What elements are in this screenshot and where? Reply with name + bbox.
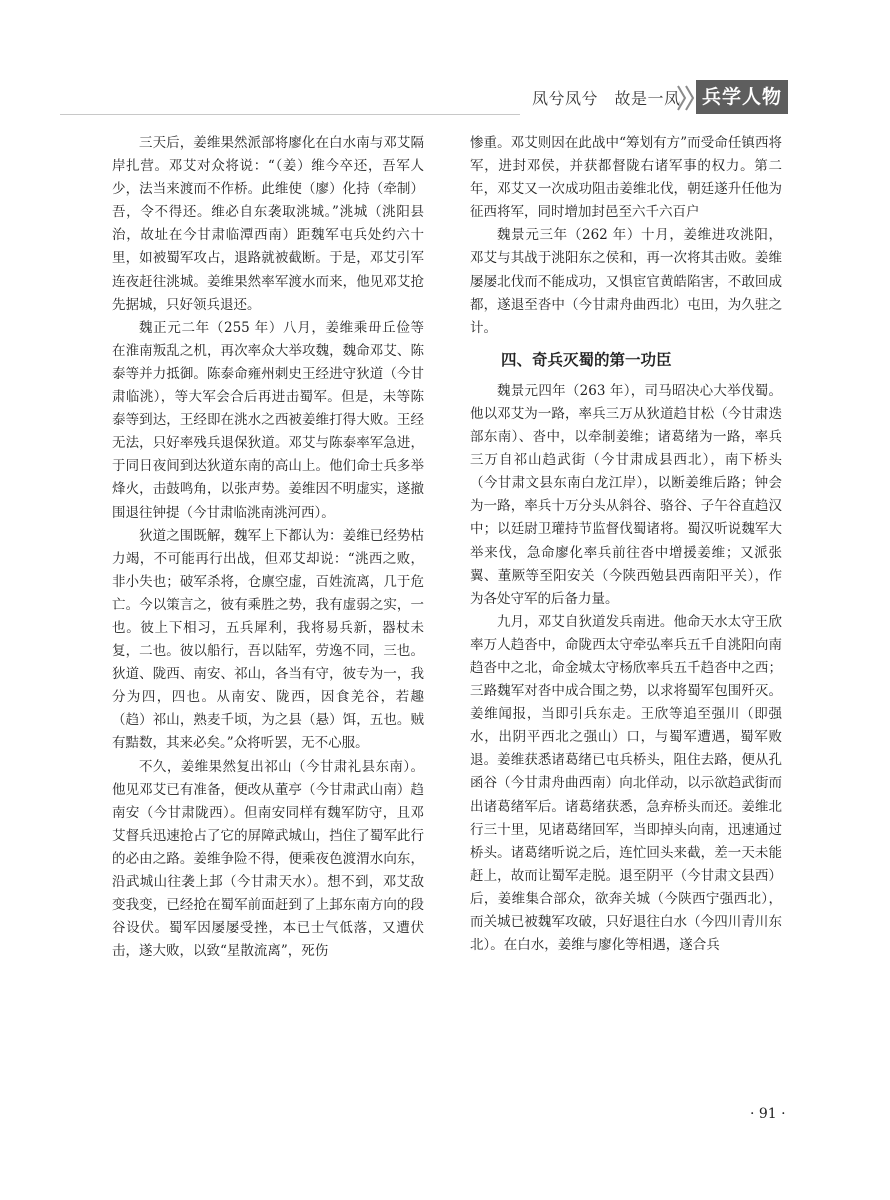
paragraph: 魏景元四年（263 年），司马昭决心大举伐蜀。他以邓艾为一路，率兵三万从狄道趋甘松（今甘肃迭部东南）、沓中，以牵制姜维；诸葛绪为一路，率兵三万自祁山趋武街（今甘肃成县西北），南下桥头（今甘肃文县东南白龙江岸），以断姜维后路；钟会为一路，率兵十万分头从斜谷、骆谷、子午谷直趋汉中；以廷尉卫瓘持节监督伐蜀诸将。蜀汉听说魏军大举来伐，急命廖化率兵前往沓中增援姜维；又派张翼、董厥等至阳安关（今陕西勉县西南阳平关），作为各处守军的后备力量。 [470,382,782,607]
header-rule [60,114,520,115]
running-header [0,74,890,124]
right-column [470,132,782,957]
paragraph: 惨重。邓艾则因在此战中“筹划有方”而受命任镇西将军，进封邓侯，并获都督陇右诸军事的权力。第二年，邓艾又一次成功阻击姜维北伐，朝廷遂升任他为征西将军，同时增加封邑至六千六百户 [470,135,782,221]
paragraph: 不久，姜维果然复出祁山（今甘肃礼县东南）。他见邓艾已有准备，便改从董亭（今甘肃武山南）趋南安（今甘肃陇西）。但南安同样有魏军防守，且邓艾督兵迅速抢占了它的屏障武城山，挡住了蜀军此行的必由之路。姜维争险不得，便乘夜色渡渭水向东，沿武城山往袭上邽（今甘肃天水）。想不到，邓艾敌变我变，已经抢在蜀军前面赶到了上邽东南方向的段谷设伏。蜀军因屡屡受挫，本已士气低落，又遭伏击，遂大败，以致“星散流离”，死伤 [112,758,424,960]
paragraph: 三天后，姜维果然派部将廖化在白水南与邓艾隔岸扎营。邓艾对众将说：“（姜）维今卒还，吾军人少，法当来渡而不作桥。此维使（廖）化持（牵制）吾，令不得还。维必自东袭取洮城。”洮城（洮阳县治，故址在今甘肃临潭西南）距魏军屯兵处约六十里，如被蜀军攻占，退路就被截断。于是，邓艾引军连夜赶往洮城。姜维果然率军渡水而来，他见邓艾抢先据城，只好领兵退还。 [112,135,424,313]
left-column [112,132,424,963]
paragraph: 魏正元二年（255 年）八月，姜维乘毌丘俭等在淮南叛乱之机，再次率众大举攻魏，魏命邓艾、陈泰等并力抵御。陈泰命雍州刺史王经进守狄道（今甘肃临洮），等大军会合后再进击蜀军。但是，未等陈泰等到达，王经即在洮水之西被姜维打得大败。王经无法，只好率残兵退保狄道。邓艾与陈泰率军急进，于同日夜间到达狄道东南的高山上。他们命士兵多举烽火，击鼓鸣角，以张声势。姜维因不明虚实，遂撤围退往钟提（今甘肃临洮南洮河西）。 [112,319,424,521]
double-chevron-icon [676,82,698,114]
section-heading: 四、奇兵灭蜀的第一功臣 [501,350,672,369]
paragraph: 魏景元三年（262 年）十月，姜维进攻洮阳，邓艾与其战于洮阳东之侯和，再一次将其击败。姜维屡屡北伐而不能成功，又惧宦官黄皓陷害，不敢回成都，遂退至沓中（今甘肃舟曲西北）屯田，为久驻之计。 [470,227,782,336]
paragraph: 九月，邓艾自狄道发兵南进。他命天水太守王欣率万人趋沓中，命陇西太守牵弘率兵五千自洮阳向南趋沓中之北，命金城太守杨欣率兵五千趋沓中之西；三路魏军对沓中成合围之势，以求将蜀军包围歼灭。姜维闻报，当即引兵东走。王欣等追至强川（即强水，出阴平西北之强山）口，与蜀军遭遇，蜀军败退。姜维获悉诸葛绪已屯兵桥头，阻住去路，便从孔函谷（今甘肃舟曲西南）向北佯动，以示欲趋武街而出诸葛绪军后。诸葛绪获悉，急弃桥头而还。姜维北行三十里，见诸葛绪回军，当即掉头向南，迅速通过桥头。诸葛绪听说之后，连忙回头来截，差一天未能赶上，故而让蜀军走脱。退至阴平（今甘肃文县西）后，姜维集合部众，欲奔关城（今陕西宁强西北），而关城已被魏军攻破，只好退往白水（今四川青川东北）。在白水，姜维与廖化等相遇，遂合兵 [470,613,782,954]
page-number: · 91 · [750,1106,786,1122]
paragraph: 狄道之围既解，魏军上下都认为：姜维已经势枯力竭，不可能再行出战，但邓艾却说：“洮西之败，非小失也；破军杀将，仓廪空虚，百姓流离，几于危亡。今以策言之，彼有乘胜之势，我有虚弱之实，一也。彼上下相习，五兵犀利，我将易兵新，器杖未复，二也。彼以船行，吾以陆军，劳逸不同，三也。狄道、陇西、南安、祁山，各当有守，彼专为一，我分为四，四也。从南安、陇西，因食羌谷，若趣（趋）祁山，熟麦千顷，为之县（悬）饵，五也。贼有黠数，其来必矣。”众将听罢，无不心服。 [112,527,424,752]
section-banner: 兵学人物 [696,80,788,114]
header-motto: 凤兮凤兮 故是一凤 [532,89,681,108]
